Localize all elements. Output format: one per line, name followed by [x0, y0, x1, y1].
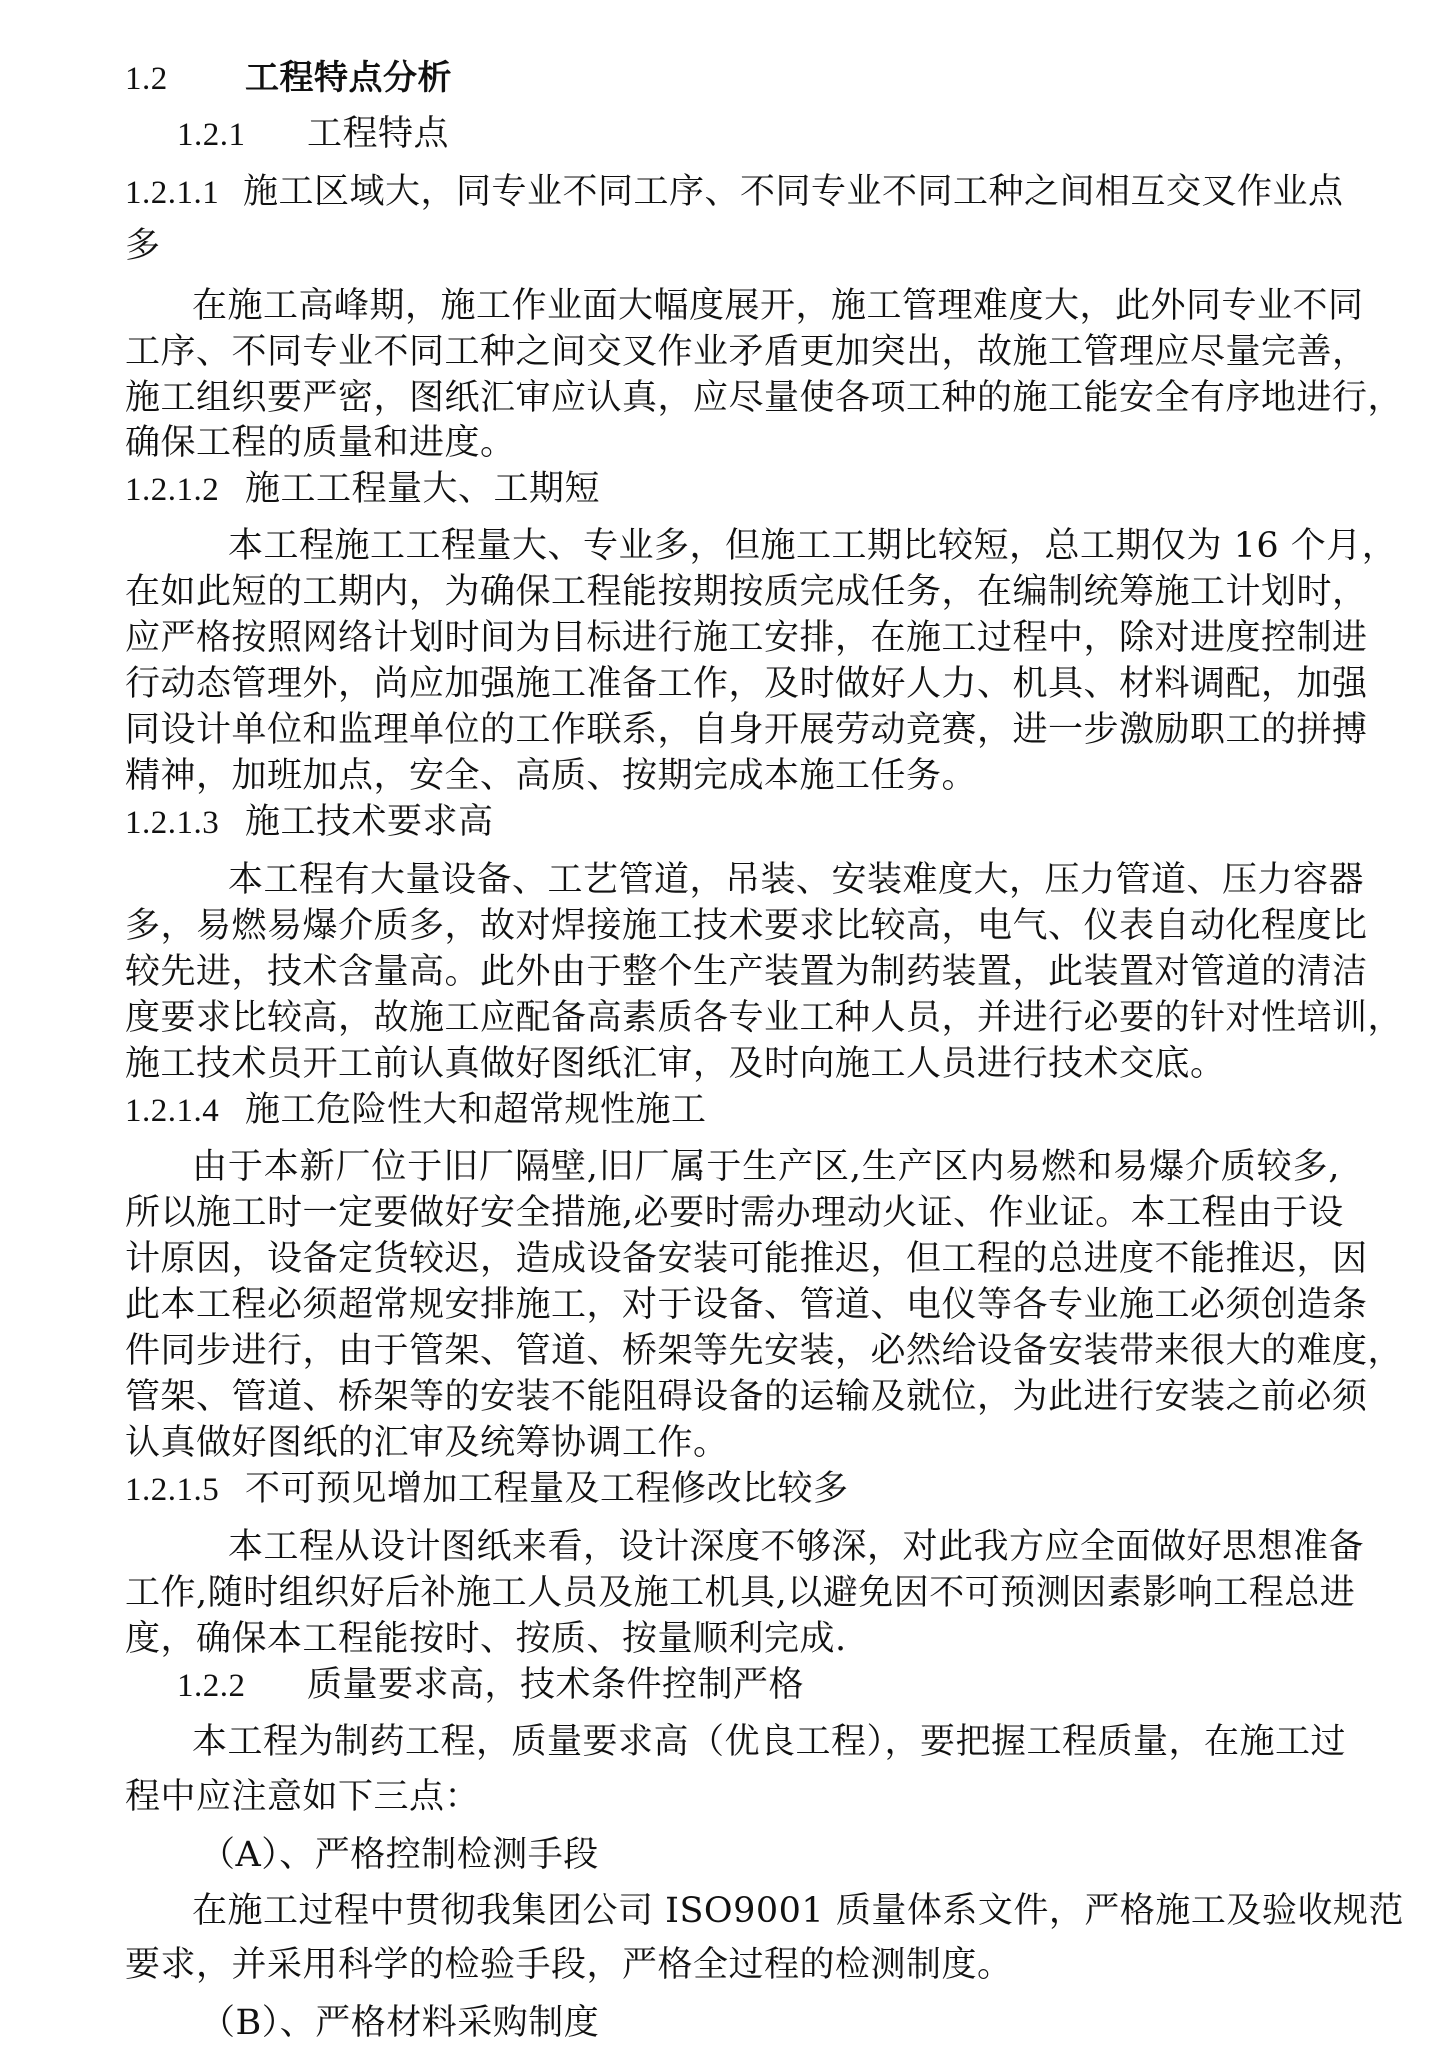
paragraph-line: 度要求比较高，故施工应配备高素质各专业工种人员，并进行必要的针对性培训，: [125, 998, 1404, 1038]
section-title: 工程特点: [307, 114, 450, 154]
paragraph-line: 本工程从设计图纸来看，设计深度不够深，对此我方应全面做好思想准备: [228, 1527, 1365, 1567]
section-heading-1-2-1-5: [125, 1469, 1340, 1510]
section-number: 1.2.1.2: [125, 472, 220, 508]
section-number: 1.2: [125, 61, 168, 97]
paragraph-line: 同设计单位和监理单位的工作联系，自身开展劳动竞赛，进一步激励职工的拼搏: [125, 710, 1368, 750]
section-heading-1-2-1-4: [125, 1090, 1340, 1131]
paragraph-line: 件同步进行，由于管架、管道、桥架等先安装，必然给设备安装带来很大的难度，: [125, 1331, 1404, 1371]
section-number: 1.2.1.4: [125, 1093, 220, 1129]
paragraph-line: 确保工程的质量和进度。: [125, 423, 516, 463]
paragraph-line: 计原因，设备定货较迟，造成设备安装可能推迟，但工程的总进度不能推迟，因: [125, 1239, 1368, 1279]
paragraph-line: 施工组织要严密，图纸汇审应认真，应尽量使各项工种的施工能安全有序地进行，: [125, 378, 1404, 418]
paragraph-line: 由于本新厂位于旧厂隔壁,旧厂属于生产区,生产区内易燃和易爆介质较多,: [192, 1147, 1340, 1187]
paragraph-line: 多，易燃易爆介质多，故对焊接施工技术要求比较高，电气、仪表自动化程度比: [125, 906, 1368, 946]
section-number: 1.2.1.5: [125, 1472, 220, 1508]
paragraph-line: 本工程有大量设备、工艺管道，吊装、安装难度大，压力管道、压力容器: [228, 860, 1365, 900]
section-number: 1.2.2: [177, 1668, 246, 1704]
paragraph-line: 精神，加班加点，安全、高质、按期完成本施工任务。: [125, 756, 978, 796]
section-heading-1-2-1: [177, 114, 1392, 155]
section-title: 质量要求高，技术条件控制严格: [307, 1665, 805, 1705]
paragraph-line: 此本工程必须超常规安排施工，对于设备、管道、电仪等各专业施工必须创造条: [125, 1285, 1368, 1325]
section-title: 不可预见增加工程量及工程修改比较多: [245, 1469, 849, 1509]
section-title: 施工工程量大、工期短: [245, 469, 601, 509]
section-title-continued: 多: [125, 226, 161, 266]
paragraph-line: 应严格按照网络计划时间为目标进行施工安排，在施工过程中，除对进度控制进: [125, 618, 1368, 658]
paragraph-line: 在施工过程中贯彻我集团公司 ISO9001 质量体系文件，严格施工及验收规范: [192, 1891, 1404, 1931]
section-heading-1-2-1-1: [125, 172, 1344, 213]
paragraph-line: 程中应注意如下三点：: [125, 1777, 481, 1817]
section-title: 施工危险性大和超常规性施工: [245, 1090, 707, 1130]
paragraph-line: 本工程施工工程量大、专业多，但施工工期比较短，总工期仅为 16 个月，: [228, 526, 1398, 566]
section-heading-1-2-1-3: [125, 802, 1340, 843]
paragraph-line: 本工程为制药工程，质量要求高（优良工程），要把握工程质量，在施工过: [192, 1722, 1347, 1762]
paragraph-line: 在施工高峰期，施工作业面大幅度展开，施工管理难度大，此外同专业不同: [192, 286, 1364, 326]
list-item-a: （A）、严格控制检测手段: [200, 1835, 599, 1875]
section-number: 1.2.1.1: [125, 175, 220, 211]
paragraph-line: 工作,随时组织好后补施工人员及施工机具,以避免因不可预测因素影响工程总进: [125, 1573, 1356, 1613]
paragraph-line: 行动态管理外，尚应加强施工准备工作，及时做好人力、机具、材料调配，加强: [125, 664, 1368, 704]
section-title: 施工区域大，同专业不同工序、不同专业不同工种之间相互交叉作业点: [243, 172, 1344, 212]
paragraph-line: 所以施工时一定要做好安全措施,必要时需办理动火证、作业证。本工程由于设: [125, 1193, 1344, 1233]
paragraph-line: 在如此短的工期内，为确保工程能按期按质完成任务，在编制统筹施工计划时，: [125, 572, 1368, 612]
paragraph-line: 度，确保本工程能按时、按质、按量顺利完成.: [125, 1619, 847, 1659]
section-heading-1-2-1-2: [125, 469, 1340, 510]
paragraph-line: 认真做好图纸的汇审及统筹协调工作。: [125, 1423, 729, 1463]
section-number: 1.2.1: [177, 117, 246, 153]
list-item-b: （B）、严格材料采购制度: [200, 2003, 600, 2043]
section-title: 工程特点分析: [245, 58, 452, 98]
paragraph-line: 要求，并采用科学的检验手段，严格全过程的检测制度。: [125, 1945, 1013, 1985]
paragraph-line: 较先进，技术含量高。此外由于整个生产装置为制药装置，此装置对管道的清洁: [125, 952, 1368, 992]
paragraph-line: 管架、管道、桥架等的安装不能阻碍设备的运输及就位，为此进行安装之前必须: [125, 1377, 1368, 1417]
section-heading-1-2-2: [177, 1665, 1392, 1706]
section-heading-1-2: [125, 58, 1340, 99]
section-number: 1.2.1.3: [125, 805, 220, 841]
section-title: 施工技术要求高: [245, 802, 494, 842]
paragraph-line: 施工技术员开工前认真做好图纸汇审，及时向施工人员进行技术交底。: [125, 1044, 1226, 1084]
paragraph-line: 工序、不同专业不同工种之间交叉作业矛盾更加突出，故施工管理应尽量完善，: [125, 332, 1368, 372]
